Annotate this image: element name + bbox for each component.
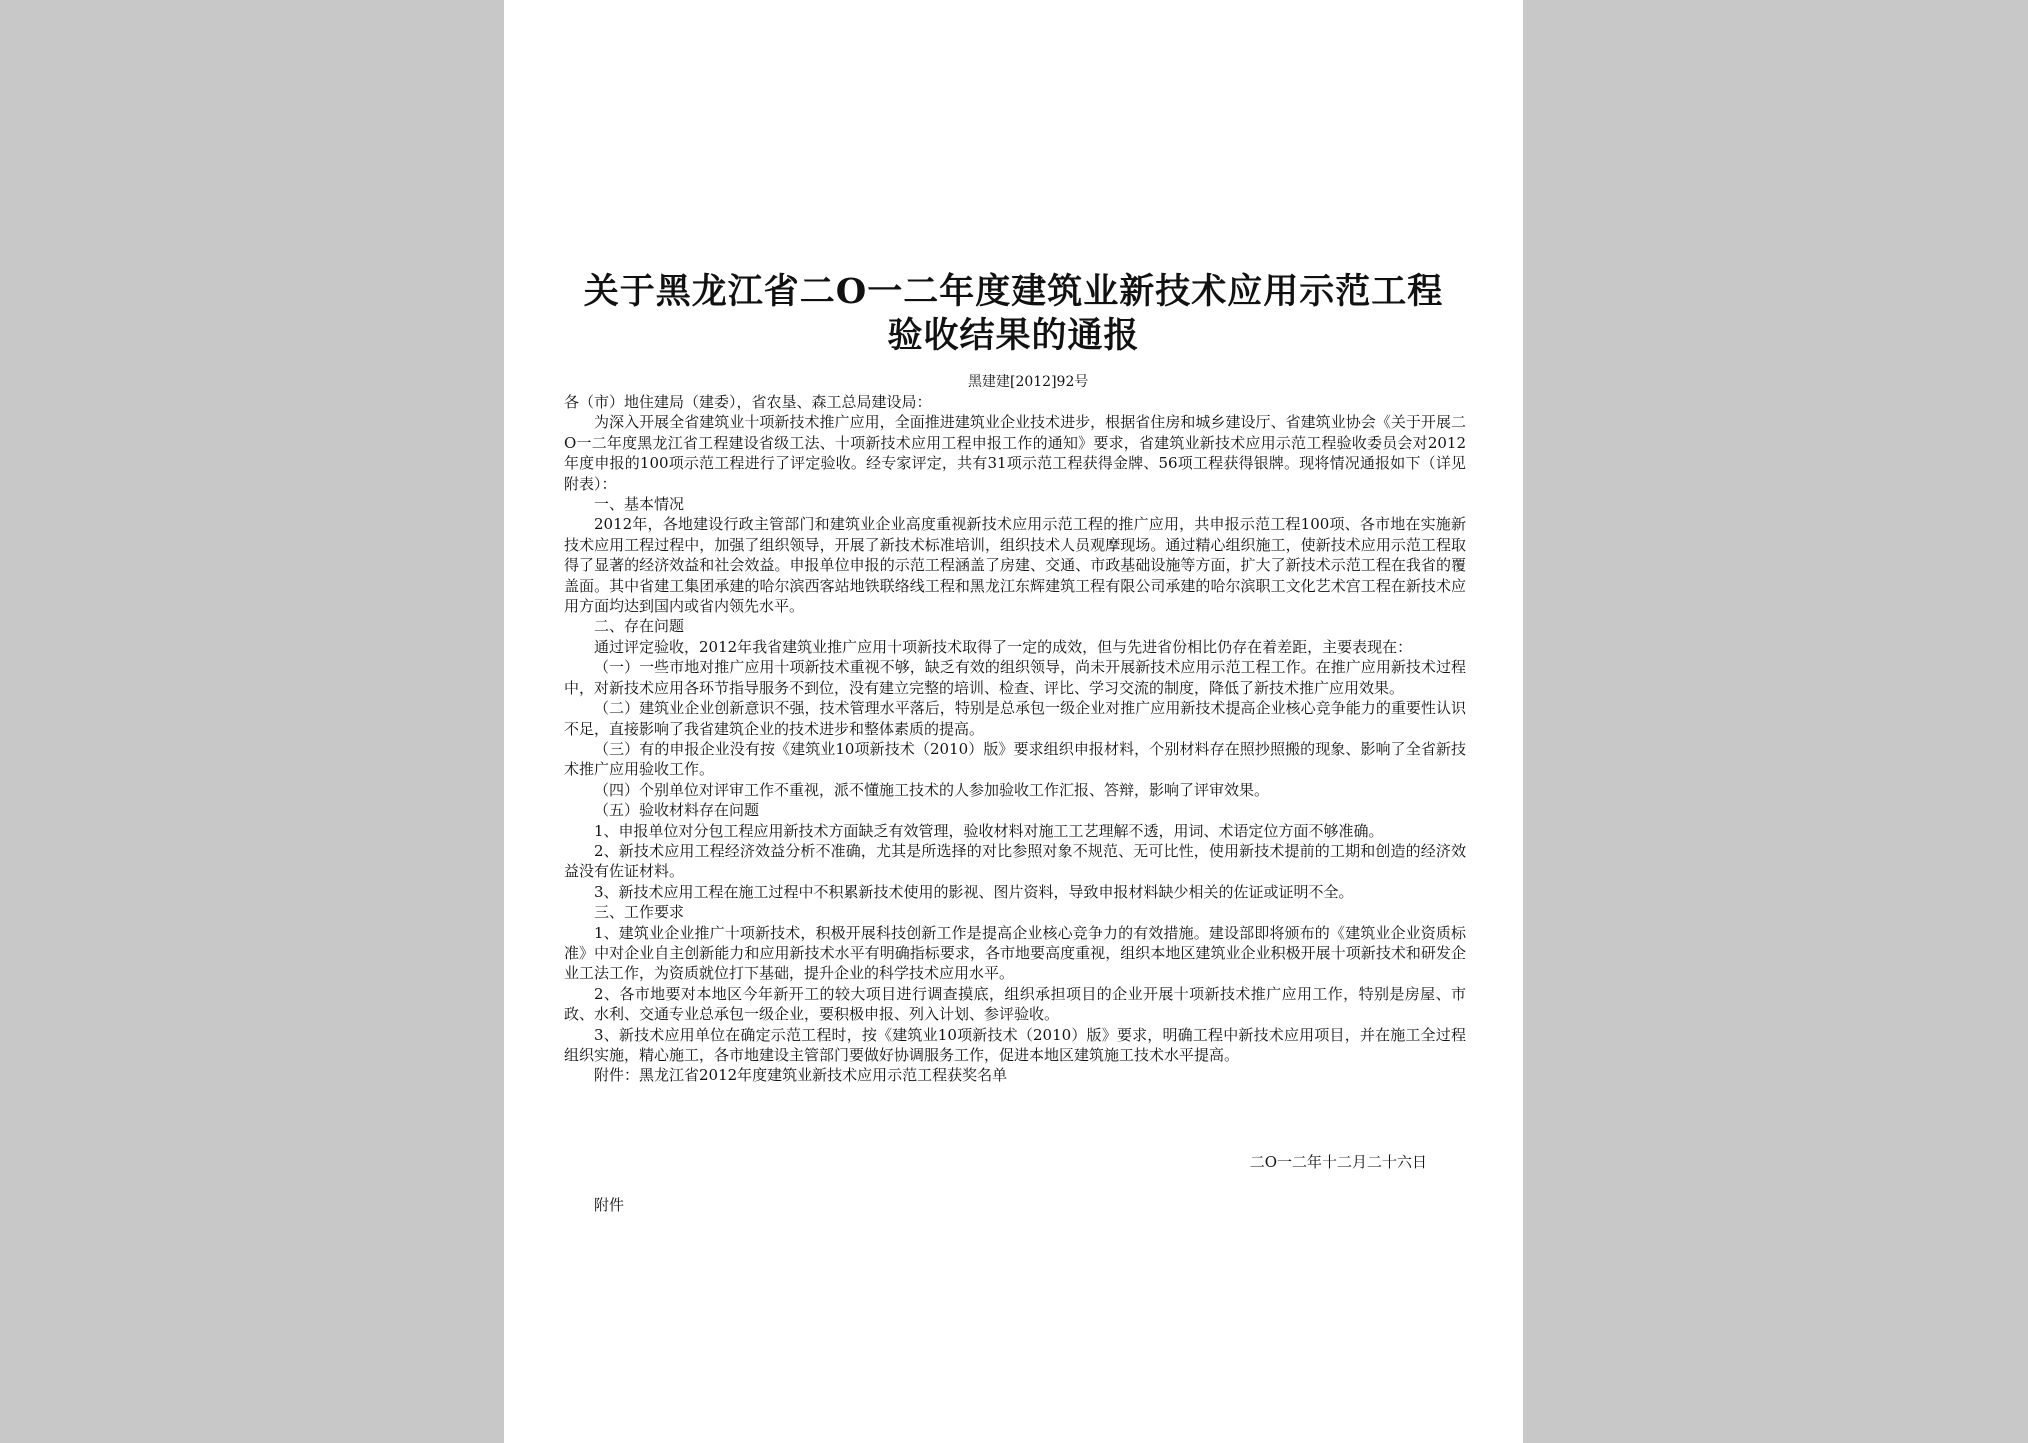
body-paragraph: 为深入开展全省建筑业十项新技术推广应用，全面推进建筑业企业技术进步，根据省住房和城乡建设厅、省建筑业协会《关于开展二O一二年度黑龙江省工程建设省级工法、十项新技术应用工程申报工作的通知》要求，省建筑业新技术应用示范工程验收委员会对2012年度申报的100项示范工程进行了评定验收。经专家评定，共有31项示范工程获得金牌、56项工程获得银牌。现将情况通报如下（详见附表）： [564,413,1466,493]
document-page [504,0,1523,1443]
body-paragraph: 通过评定验收，2012年我省建筑业推广应用十项新技术取得了一定的成效，但与先进省份相比仍存在着差距，主要表现在： [594,637,1413,656]
body-paragraph: 1、建筑业企业推广十项新技术，积极开展科技创新工作是提高企业核心竞争力的有效措施。建设部即将颁布的《建筑业企业资质标准》中对企业自主创新能力和应用新技术水平有明确指标要求，各市地要高度重视，组织本地区建筑业企业积极开展十项新技术和研发企业工法工作，为资质就位打下基础，提升企业的科学技术应用水平。 [564,923,1466,983]
attachment-label: 附件 [594,1196,625,1214]
body-paragraph: 二、存在问题 [594,617,685,636]
body-paragraph: 1、申报单位对分包工程应用新技术方面缺乏有效管理，验收材料对施工工艺理解不透，用词、术语定位方面不够准确。 [594,821,1384,840]
body-paragraph: （三）有的申报企业没有按《建筑业10项新技术（2010）版》要求组织申报材料，个别材料存在照抄照搬的现象、影响了全省新技术推广应用验收工作。 [564,739,1466,779]
body-paragraph: 3、新技术应用工程在施工过程中不积累新技术使用的影视、图片资料，导致申报材料缺少相关的佐证或证明不全。 [594,882,1354,901]
body-paragraph: 一、基本情况 [594,495,685,514]
title-line-1: 关于黑龙江省二O一二年度建筑业新技术应用示范工程 [583,271,1444,312]
body-paragraph: （五）验收材料存在问题 [594,801,760,820]
body-paragraph: 三、工作要求 [594,903,685,922]
document-title [544,270,1483,358]
document-date: 二O一二年十二月二十六日 [1249,1153,1427,1171]
body-paragraph: 3、新技术应用单位在确定示范工程时，按《建筑业10项新技术（2010）版》要求，明确工程中新技术应用项目，并在施工全过程组织实施，精心施工，各市地建设主管部门要做好协调服务工作，促进本地区建筑施工技术水平提高。 [564,1025,1466,1064]
body-paragraph: （四）个别单位对评审工作不重视，派不懂施工技术的人参加验收工作汇报、答辩，影响了评审效果。 [594,780,1270,799]
body-paragraph: （二）建筑业企业创新意识不强，技术管理水平落后，特别是总承包一级企业对推广应用新技术提高企业核心竞争能力的重要性认识不足，直接影响了我省建筑企业的技术进步和整体素质的提高。 [564,699,1466,738]
document-body [564,392,1466,1086]
body-paragraph: 2、各市地要对本地区今年新开工的较大项目进行调查摸底，组织承担项目的企业开展十项新技术推广应用工作，特别是房屋、市政、水利、交通专业总承包一级企业，要积极申报、列入计划、参评验收。 [564,984,1466,1024]
title-line-2: 验收结果的通报 [887,315,1140,356]
body-paragraph: 附件：黑龙江省2012年度建筑业新技术应用示范工程获奖名单 [594,1066,1008,1085]
body-paragraph: 2012年，各地建设行政主管部门和建筑业企业高度重视新技术应用示范工程的推广应用，共申报示范工程100项、各市地在实施新技术应用工程过程中，加强了组织领导，开展了新技术标准培训，组织技术人员观摩现场。通过精心组织施工，使新技术应用示范工程取得了显著的经济效益和社会效益。申报单位申报的示范工程涵盖了房建、交通、市政基础设施等方面，扩大了新技术示范工程在我省的覆盖面。其中省建工集团承建的哈尔滨西客站地铁联络线工程和黑龙江东辉建筑工程有限公司承建的哈尔滨职工文化艺术宫工程在新技术应用方面均达到国内或省内领先水平。 [564,515,1466,616]
body-paragraph: 2、新技术应用工程经济效益分析不准确，尤其是所选择的对比参照对象不规范、无可比性，使用新技术提前的工期和创造的经济效益没有佐证材料。 [564,841,1466,881]
document-number: 黑建建[2012]92号 [968,374,1089,390]
body-paragraph: （一）一些市地对推广应用十项新技术重视不够，缺乏有效的组织领导，尚未开展新技术应用示范工程工作。在推广应用新技术过程中，对新技术应用各环节指导服务不到位，没有建立完整的培训、检查、评比、学习交流的制度，降低了新技术推广应用效果。 [564,658,1466,697]
body-paragraph: 各（市）地住建局（建委），省农垦、森工总局建设局： [564,393,932,411]
